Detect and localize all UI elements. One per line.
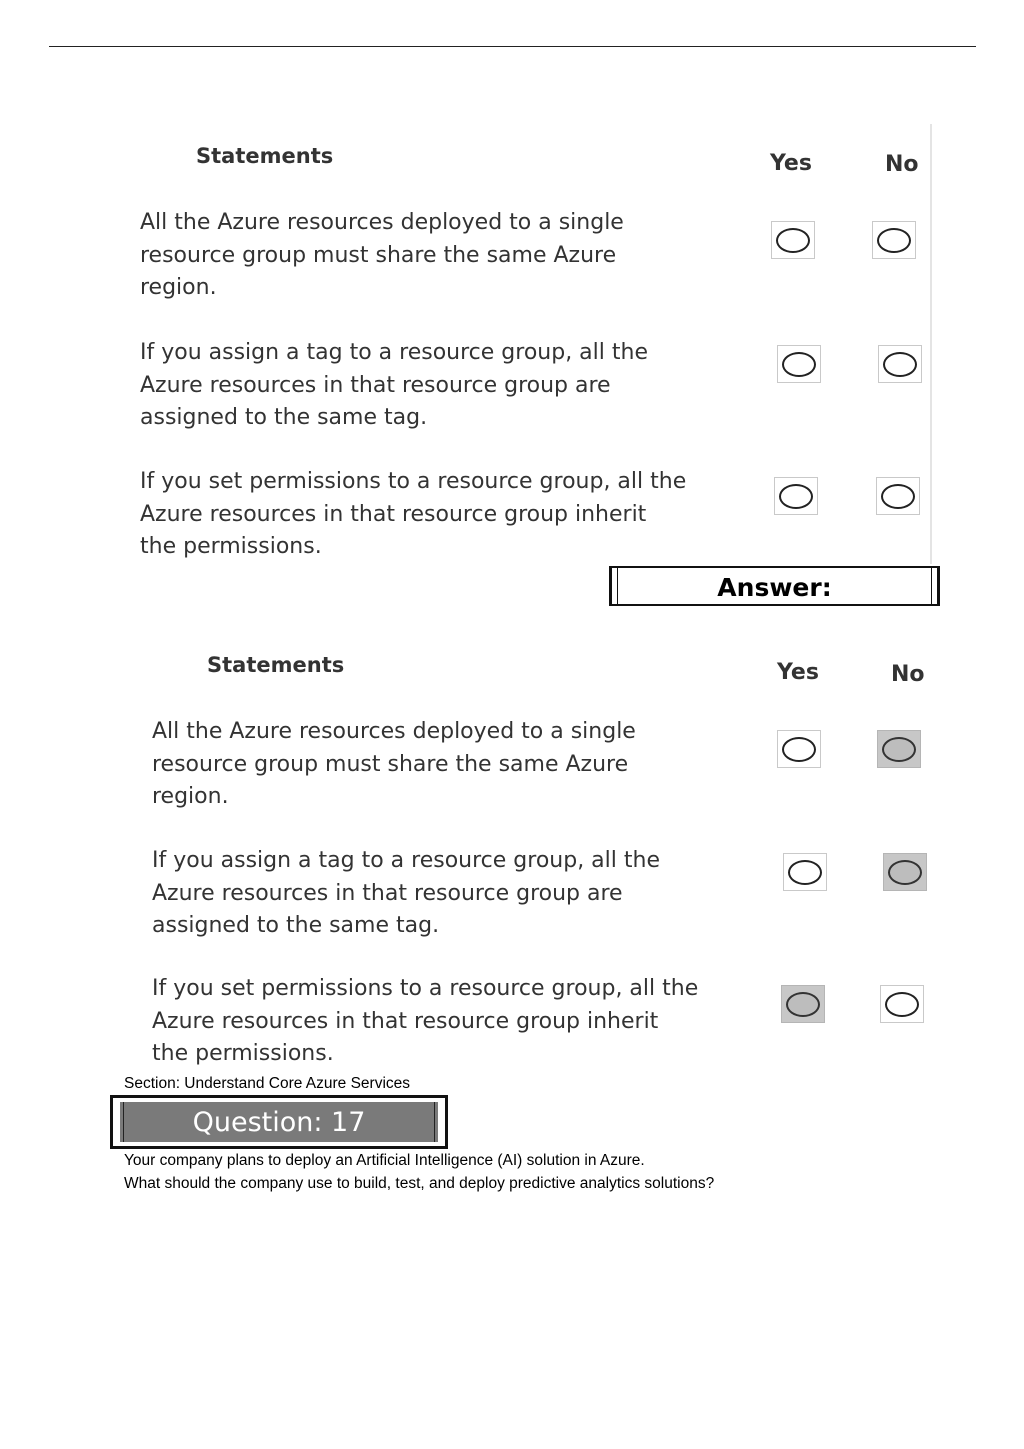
top-rule bbox=[49, 46, 976, 47]
statement-2-yes-radio[interactable] bbox=[783, 853, 827, 891]
statement-3-no-radio[interactable] bbox=[876, 477, 920, 515]
question-banner bbox=[110, 1095, 448, 1149]
statement-3-yes-radio[interactable] bbox=[774, 477, 818, 515]
statement-3: If you set permissions to a resource group, all the Azure resources in that resource group inherit the permissions. bbox=[152, 976, 699, 1066]
statement-1: All the Azure resources deployed to a single resource group must share the same Azure region. bbox=[152, 719, 636, 809]
statements-header: Statements bbox=[196, 144, 334, 168]
answer-label-box bbox=[609, 566, 940, 606]
statement-2: If you assign a tag to a resource group, all the Azure resources in that resource group are assigned to the same tag. bbox=[152, 848, 660, 938]
no-header: No bbox=[891, 662, 925, 687]
statement-1-no-radio[interactable] bbox=[872, 221, 916, 259]
answer-label: Answer: bbox=[717, 573, 832, 602]
question-title: Question: 17 bbox=[192, 1107, 366, 1138]
section-label: Section: Understand Core Azure Services bbox=[124, 1075, 411, 1092]
statement-2: If you assign a tag to a resource group, all the Azure resources in that resource group are assigned to the same tag. bbox=[140, 340, 648, 430]
statements-header: Statements bbox=[207, 653, 345, 677]
statement-2-no-radio[interactable] bbox=[878, 345, 922, 383]
statement-3-yes-radio-selected[interactable] bbox=[781, 985, 825, 1023]
statement-1: All the Azure resources deployed to a single resource group must share the same Azure region. bbox=[140, 210, 624, 300]
question-text-line-2: What should the company use to build, test, and deploy predictive analytics solutions? bbox=[124, 1175, 715, 1192]
image-edge bbox=[930, 124, 932, 564]
no-header: No bbox=[885, 152, 919, 177]
statement-2-yes-radio[interactable] bbox=[777, 345, 821, 383]
statement-3-no-radio[interactable] bbox=[880, 985, 924, 1023]
statement-1-no-radio-selected[interactable] bbox=[877, 730, 921, 768]
question-text-line-1: Your company plans to deploy an Artificial Intelligence (AI) solution in Azure. bbox=[124, 1152, 645, 1169]
yes-header: Yes bbox=[777, 660, 819, 685]
statement-1-yes-radio[interactable] bbox=[777, 730, 821, 768]
statement-3: If you set permissions to a resource group, all the Azure resources in that resource group inherit the permissions. bbox=[140, 469, 687, 559]
statement-1-yes-radio[interactable] bbox=[771, 221, 815, 259]
statement-2-no-radio-selected[interactable] bbox=[883, 853, 927, 891]
yes-header: Yes bbox=[770, 151, 812, 176]
